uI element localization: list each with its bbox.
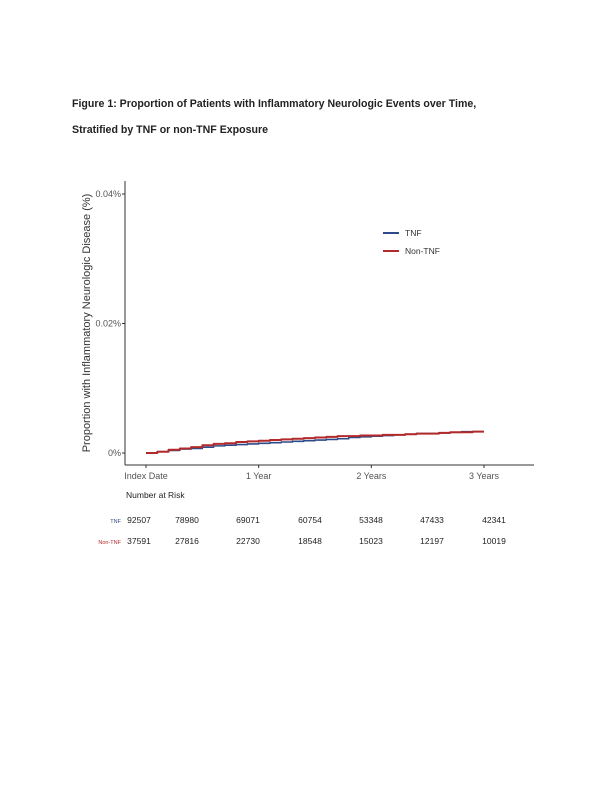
risk-value: 10019 [482,536,506,546]
number-at-risk-table [98,490,506,546]
figure-caption-line2: Stratified by TNF or non-TNF Exposure [72,124,268,136]
y-axis-label: Proportion with Inflammatory Neurologic Disease (%) [81,193,93,453]
risk-value: 53348 [359,515,383,525]
risk-value: 78980 [175,515,199,525]
risk-value: 92507 [127,515,151,525]
x-tick-label: Index Date [124,471,168,481]
risk-value: 47433 [420,515,444,525]
risk-row-label: Non-TNF [98,540,121,546]
risk-value: 69071 [236,515,260,525]
risk-row-label: TNF [110,519,121,525]
legend-label: TNF [405,228,422,238]
y-tick-label: 0.04% [95,189,121,199]
y-tick-label: 0% [107,448,121,458]
risk-value: 22730 [236,536,260,546]
x-tick-label: 3 Years [468,471,500,481]
series-line-tnf [146,432,484,453]
chart-axes [81,181,534,481]
risk-value: 12197 [420,536,444,546]
risk-value: 60754 [298,515,322,525]
figure-caption-line1: Figure 1: Proportion of Patients with Inflammatory Neurologic Events over Time, [72,98,477,110]
legend-label: Non-TNF [405,246,440,256]
chart-series-lines [146,432,484,453]
risk-value: 27816 [175,536,199,546]
risk-table-title: Number at Risk [126,490,185,500]
risk-value: 15023 [359,536,383,546]
x-tick-label: 1 Year [245,471,272,481]
y-tick-label: 0.02% [95,318,121,329]
risk-value: 37591 [127,536,151,546]
risk-value: 42341 [482,515,506,525]
series-line-non-tnf [146,432,484,453]
chart-legend [383,228,440,256]
x-tick-label: 2 Years [356,471,387,481]
risk-value: 18548 [298,536,322,546]
